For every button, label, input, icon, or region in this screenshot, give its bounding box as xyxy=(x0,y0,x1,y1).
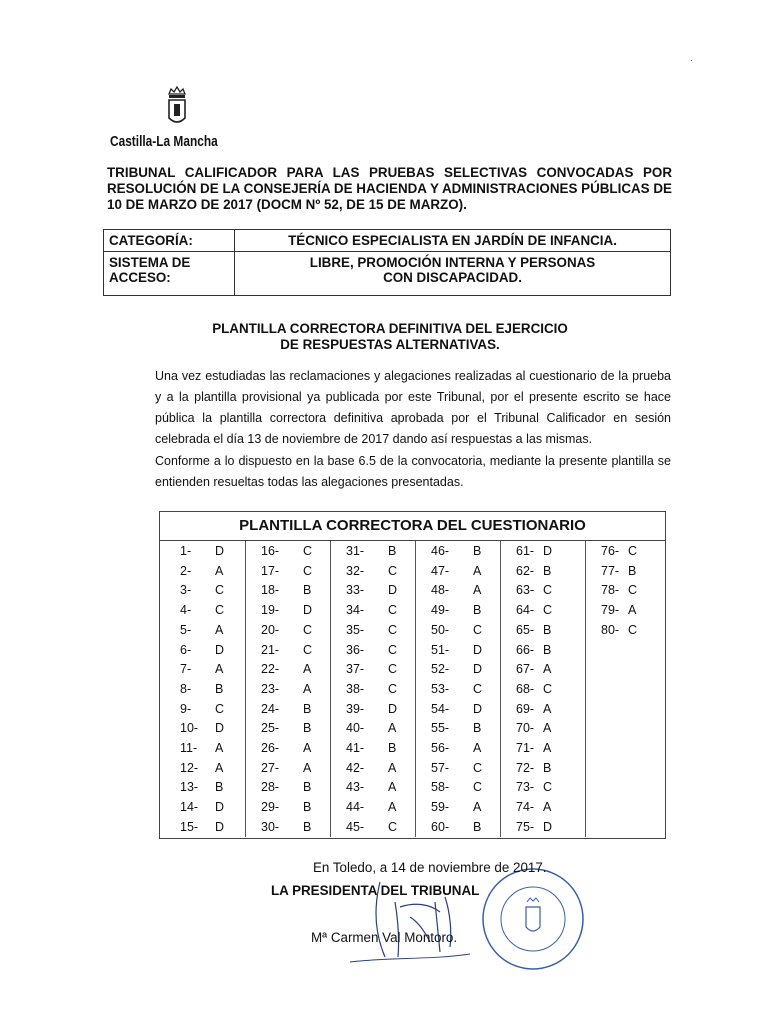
answer-row xyxy=(160,759,245,779)
answer-letter: C xyxy=(303,563,313,578)
answer-row xyxy=(415,562,500,582)
answer-row xyxy=(245,818,330,838)
answer-row xyxy=(160,542,245,562)
question-number: 32- xyxy=(346,563,365,578)
place-date: En Toledo, a 14 de noviembre de 2017. xyxy=(313,860,547,875)
answer-letter: C xyxy=(543,780,553,795)
answer-letter: B xyxy=(215,780,224,795)
question-number: 38- xyxy=(346,681,365,696)
answer-letter: A xyxy=(628,603,637,618)
info-value: TÉCNICO ESPECIALISTA EN JARDÍN DE INFANCIA. xyxy=(235,230,671,252)
answer-letter: B xyxy=(543,642,552,657)
question-number: 61- xyxy=(516,544,535,558)
question-number: 50- xyxy=(431,622,450,637)
question-number: 23- xyxy=(261,681,280,696)
logo-text: Castilla-La Mancha xyxy=(110,134,218,150)
answer-letter: C xyxy=(543,583,553,598)
question-number: 8- xyxy=(180,681,192,696)
answer-row xyxy=(500,621,585,641)
answer-letter: B xyxy=(303,800,312,815)
question-number: 9- xyxy=(180,701,192,716)
answer-letter: B xyxy=(628,563,637,578)
question-number: 37- xyxy=(346,662,365,677)
answer-row xyxy=(500,660,585,680)
answer-row xyxy=(245,641,330,661)
answer-row xyxy=(245,562,330,582)
question-number: 34- xyxy=(346,603,365,618)
question-number: 2- xyxy=(180,563,192,578)
answer-row xyxy=(160,641,245,661)
answer-letter: A xyxy=(215,563,224,578)
answer-row xyxy=(245,660,330,680)
answer-letter: D xyxy=(543,544,553,558)
question-number: 20- xyxy=(261,622,280,637)
answer-row xyxy=(245,778,330,798)
question-number: 22- xyxy=(261,662,280,677)
answer-letter: A xyxy=(388,800,397,815)
question-number: 44- xyxy=(346,800,365,815)
answer-row xyxy=(415,719,500,739)
answer-row xyxy=(245,601,330,621)
answer-row xyxy=(330,601,415,621)
answer-letter: A xyxy=(303,760,312,775)
question-number: 76- xyxy=(601,544,620,558)
answer-letter: D xyxy=(388,583,398,598)
question-number: 39- xyxy=(346,701,365,716)
question-number: 27- xyxy=(261,760,280,775)
answer-row xyxy=(415,739,500,759)
question-number: 10- xyxy=(180,721,199,736)
answer-row xyxy=(330,719,415,739)
answer-letter: C xyxy=(303,642,313,657)
question-number: 78- xyxy=(601,583,620,598)
answer-row xyxy=(500,700,585,720)
answer-letter: A xyxy=(303,662,312,677)
answer-grid xyxy=(159,511,666,839)
answer-row xyxy=(330,700,415,720)
question-number: 11- xyxy=(180,741,198,755)
question-number: 36- xyxy=(346,642,365,657)
answer-row xyxy=(500,739,585,759)
question-number: 3- xyxy=(180,583,192,598)
answer-letter: C xyxy=(388,622,398,637)
signer-name: Mª Carmen Val Montoro. xyxy=(311,930,458,945)
answer-row xyxy=(500,818,585,838)
paragraph-text: Conforme a lo dispuesto en la base 6.5 de la convocatoria, mediante la presente plantilla se entienden resueltas todas las alegaciones presentadas. xyxy=(155,454,671,489)
answer-row xyxy=(245,739,330,759)
answer-row xyxy=(245,542,330,562)
answer-letter: A xyxy=(388,760,397,775)
question-number: 41- xyxy=(346,741,365,755)
answer-letter: C xyxy=(388,642,398,657)
answer-row xyxy=(415,759,500,779)
question-number: 58- xyxy=(431,780,450,795)
answer-letter: A xyxy=(543,662,552,677)
question-number: 67- xyxy=(516,662,535,677)
answer-column xyxy=(585,541,665,837)
answer-letter: B xyxy=(543,622,552,637)
answer-letter: C xyxy=(473,681,483,696)
answer-letter: D xyxy=(543,819,553,834)
answer-row xyxy=(330,798,415,818)
info-table xyxy=(103,229,671,296)
answer-letter: D xyxy=(473,642,483,657)
answer-letter: A xyxy=(473,563,482,578)
answer-row xyxy=(585,542,665,562)
answer-letter: B xyxy=(473,603,482,618)
answer-letter: D xyxy=(303,603,313,618)
answer-row xyxy=(500,680,585,700)
question-number: 5- xyxy=(180,622,192,637)
answer-row xyxy=(160,818,245,838)
answer-row xyxy=(245,621,330,641)
question-number: 74- xyxy=(516,800,535,815)
answer-letter: D xyxy=(473,701,483,716)
answer-letter: A xyxy=(303,741,312,755)
answer-row xyxy=(585,621,665,641)
question-number: 52- xyxy=(431,662,450,677)
answer-row xyxy=(500,562,585,582)
answer-letter: A xyxy=(215,760,224,775)
answer-row xyxy=(245,719,330,739)
question-number: 35- xyxy=(346,622,365,637)
question-number: 59- xyxy=(431,800,450,815)
question-number: 48- xyxy=(431,583,450,598)
answer-letter: D xyxy=(215,721,225,736)
answer-letter: A xyxy=(303,681,312,696)
answer-row xyxy=(415,680,500,700)
answer-row xyxy=(415,660,500,680)
logo xyxy=(110,86,218,150)
answer-row xyxy=(160,601,245,621)
answer-letter: B xyxy=(473,544,482,558)
answer-letter: C xyxy=(473,760,483,775)
question-number: 71- xyxy=(516,741,535,755)
question-number: 17- xyxy=(261,563,280,578)
answer-letter: B xyxy=(543,563,552,578)
answer-letter: B xyxy=(543,760,552,775)
answer-letter: A xyxy=(388,780,397,795)
answer-letter: C xyxy=(388,563,398,578)
question-number: 62- xyxy=(516,563,535,578)
paragraph xyxy=(107,366,671,450)
answer-letter: C xyxy=(628,583,638,598)
question-number: 63- xyxy=(516,583,535,598)
answer-row xyxy=(160,660,245,680)
subtitle xyxy=(100,321,680,353)
answer-columns xyxy=(160,541,665,837)
answer-row xyxy=(245,700,330,720)
answer-letter: B xyxy=(388,741,397,755)
answer-letter: C xyxy=(543,603,553,618)
answer-letter: A xyxy=(215,741,224,755)
question-number: 14- xyxy=(180,800,199,815)
answer-letter: A xyxy=(388,721,397,736)
answer-letter: B xyxy=(303,701,312,716)
answer-letter: B xyxy=(215,681,224,696)
paragraph-text: Una vez estudiadas las reclamaciones y alegaciones realizadas al cuestionario de la prueba y a la plantilla provisional ya publicada por este Tribunal, por el presente escrito se hace pública la plantilla correctora definitiva aprobada por el Tribunal Calificador en sesión celebrada el día 13 de noviembre de 2017 dando así respuestas a las mismas. xyxy=(155,369,671,446)
question-number: 66- xyxy=(516,642,535,657)
question-number: 51- xyxy=(431,642,450,657)
info-row xyxy=(104,230,671,252)
answer-letter: A xyxy=(543,701,552,716)
answer-row xyxy=(330,759,415,779)
answer-row xyxy=(330,562,415,582)
answer-row xyxy=(160,739,245,759)
question-number: 60- xyxy=(431,819,450,834)
answer-row xyxy=(330,739,415,759)
answer-row xyxy=(415,778,500,798)
answer-letter: D xyxy=(215,544,225,558)
answer-letter: D xyxy=(388,701,398,716)
answer-row xyxy=(160,778,245,798)
grid-title: PLANTILLA CORRECTORA DEL CUESTIONARIO xyxy=(160,512,665,541)
question-number: 13- xyxy=(180,780,199,795)
answer-letter: D xyxy=(473,662,483,677)
answer-letter: C xyxy=(473,780,483,795)
answer-letter: A xyxy=(543,721,552,736)
question-number: 70- xyxy=(516,721,535,736)
question-number: 54- xyxy=(431,701,450,716)
answer-letter: C xyxy=(388,681,398,696)
answer-letter: B xyxy=(303,721,312,736)
question-number: 55- xyxy=(431,721,450,736)
answer-row xyxy=(415,601,500,621)
answer-row xyxy=(245,680,330,700)
answer-row xyxy=(585,601,665,621)
question-number: 45- xyxy=(346,819,365,834)
info-key: CATEGORÍA: xyxy=(104,230,235,252)
question-number: 16- xyxy=(261,544,280,558)
answer-row xyxy=(330,621,415,641)
answer-row xyxy=(500,601,585,621)
answer-row xyxy=(500,798,585,818)
answer-letter: C xyxy=(388,603,398,618)
question-number: 26- xyxy=(261,741,280,755)
answer-letter: B xyxy=(388,544,397,558)
question-number: 4- xyxy=(180,603,192,618)
info-value: LIBRE, PROMOCIÓN INTERNA Y PERSONAS CON DISCAPACIDAD. xyxy=(235,252,671,296)
question-number: 25- xyxy=(261,721,280,736)
answer-letter: C xyxy=(628,622,638,637)
answer-letter: C xyxy=(628,544,638,558)
answer-letter: C xyxy=(215,583,225,598)
answer-row xyxy=(330,542,415,562)
question-number: 6- xyxy=(180,642,192,657)
question-number: 56- xyxy=(431,741,450,755)
answer-row xyxy=(500,759,585,779)
answer-letter: B xyxy=(303,583,312,598)
answer-row xyxy=(330,581,415,601)
info-key: SISTEMA DE ACCESO: xyxy=(104,252,235,296)
answer-column xyxy=(160,541,246,837)
subtitle-line: DE RESPUESTAS ALTERNATIVAS. xyxy=(280,337,500,352)
question-number: 53- xyxy=(431,681,450,696)
answer-letter: A xyxy=(543,741,552,755)
question-number: 80- xyxy=(601,622,620,637)
question-number: 1- xyxy=(180,544,192,558)
answer-letter: A xyxy=(215,662,224,677)
answer-letter: C xyxy=(303,544,313,558)
answer-row xyxy=(160,798,245,818)
question-number: 29- xyxy=(261,800,280,815)
answer-row xyxy=(330,641,415,661)
answer-letter: B xyxy=(473,721,482,736)
answer-column xyxy=(500,541,586,837)
answer-letter: A xyxy=(215,622,224,637)
answer-letter: C xyxy=(215,603,225,618)
answer-letter: A xyxy=(473,583,482,598)
signature-image xyxy=(340,862,500,972)
answer-letter: D xyxy=(215,642,225,657)
answer-letter: A xyxy=(473,741,482,755)
question-number: 65- xyxy=(516,622,535,637)
answer-row xyxy=(415,700,500,720)
answer-letter: C xyxy=(388,662,398,677)
answer-row xyxy=(160,581,245,601)
answer-letter: C xyxy=(473,622,483,637)
question-number: 18- xyxy=(261,583,280,598)
question-number: 15- xyxy=(180,819,199,834)
answer-row xyxy=(415,818,500,838)
question-number: 31- xyxy=(346,544,365,558)
question-number: 12- xyxy=(180,760,199,775)
question-number: 42- xyxy=(346,760,365,775)
answer-letter: D xyxy=(215,800,225,815)
answer-letter: D xyxy=(215,819,225,834)
subtitle-line: PLANTILLA CORRECTORA DEFINITIVA DEL EJERCICIO xyxy=(212,321,568,336)
answer-row xyxy=(160,562,245,582)
coat-of-arms-icon xyxy=(165,86,189,130)
answer-row xyxy=(245,581,330,601)
answer-row xyxy=(500,641,585,661)
answer-letter: B xyxy=(303,819,312,834)
answer-row xyxy=(415,798,500,818)
answer-row xyxy=(500,542,585,562)
answer-row xyxy=(160,621,245,641)
question-number: 28- xyxy=(261,780,280,795)
answer-row xyxy=(330,778,415,798)
question-number: 75- xyxy=(516,819,535,834)
answer-letter: C xyxy=(215,701,225,716)
answer-letter: B xyxy=(303,780,312,795)
answer-row xyxy=(160,680,245,700)
paragraph xyxy=(107,451,671,493)
answer-row xyxy=(500,581,585,601)
answer-row xyxy=(415,621,500,641)
answer-row xyxy=(500,719,585,739)
answer-row xyxy=(330,818,415,838)
answer-row xyxy=(160,719,245,739)
answer-column xyxy=(415,541,501,837)
corner-mark: · xyxy=(690,55,693,65)
question-number: 68- xyxy=(516,681,535,696)
answer-row xyxy=(245,759,330,779)
answer-row xyxy=(585,581,665,601)
question-number: 79- xyxy=(601,603,620,618)
signer-role: LA PRESIDENTA DEL TRIBUNAL xyxy=(271,883,480,898)
question-number: 49- xyxy=(431,603,450,618)
answer-letter: A xyxy=(543,800,552,815)
question-number: 64- xyxy=(516,603,535,618)
answer-row xyxy=(330,680,415,700)
info-row xyxy=(104,252,671,296)
question-number: 21- xyxy=(261,642,280,657)
answer-letter: A xyxy=(473,800,482,815)
answer-letter: C xyxy=(543,681,553,696)
answer-row xyxy=(415,581,500,601)
question-number: 69- xyxy=(516,701,535,716)
question-number: 57- xyxy=(431,760,450,775)
answer-row xyxy=(585,562,665,582)
answer-row xyxy=(245,798,330,818)
question-number: 47- xyxy=(431,563,450,578)
question-number: 73- xyxy=(516,780,535,795)
answer-row xyxy=(415,641,500,661)
question-number: 30- xyxy=(261,819,280,834)
answer-letter: C xyxy=(303,622,313,637)
answer-row xyxy=(160,700,245,720)
answer-column xyxy=(330,541,416,837)
answer-row xyxy=(415,542,500,562)
answer-column xyxy=(245,541,331,837)
official-seal-image xyxy=(478,862,588,977)
answer-letter: C xyxy=(388,819,398,834)
answer-letter: B xyxy=(473,819,482,834)
question-number: 7- xyxy=(180,662,192,677)
question-number: 33- xyxy=(346,583,365,598)
question-number: 77- xyxy=(601,563,620,578)
answer-row xyxy=(500,778,585,798)
question-number: 43- xyxy=(346,780,365,795)
question-number: 46- xyxy=(431,544,450,558)
question-number: 19- xyxy=(261,603,280,618)
question-number: 40- xyxy=(346,721,365,736)
answer-row xyxy=(330,660,415,680)
question-number: 24- xyxy=(261,701,280,716)
question-number: 72- xyxy=(516,760,535,775)
document-title: TRIBUNAL CALIFICADOR PARA LAS PRUEBAS SELECTIVAS CONVOCADAS POR RESOLUCIÓN DE LA CONSEJERÍA DE HACIENDA Y ADMINISTRACIONES PÚBLICAS DE 10 DE MARZO DE 2017 (DOCM Nº 52, DE 15 DE MARZO). xyxy=(107,165,672,212)
